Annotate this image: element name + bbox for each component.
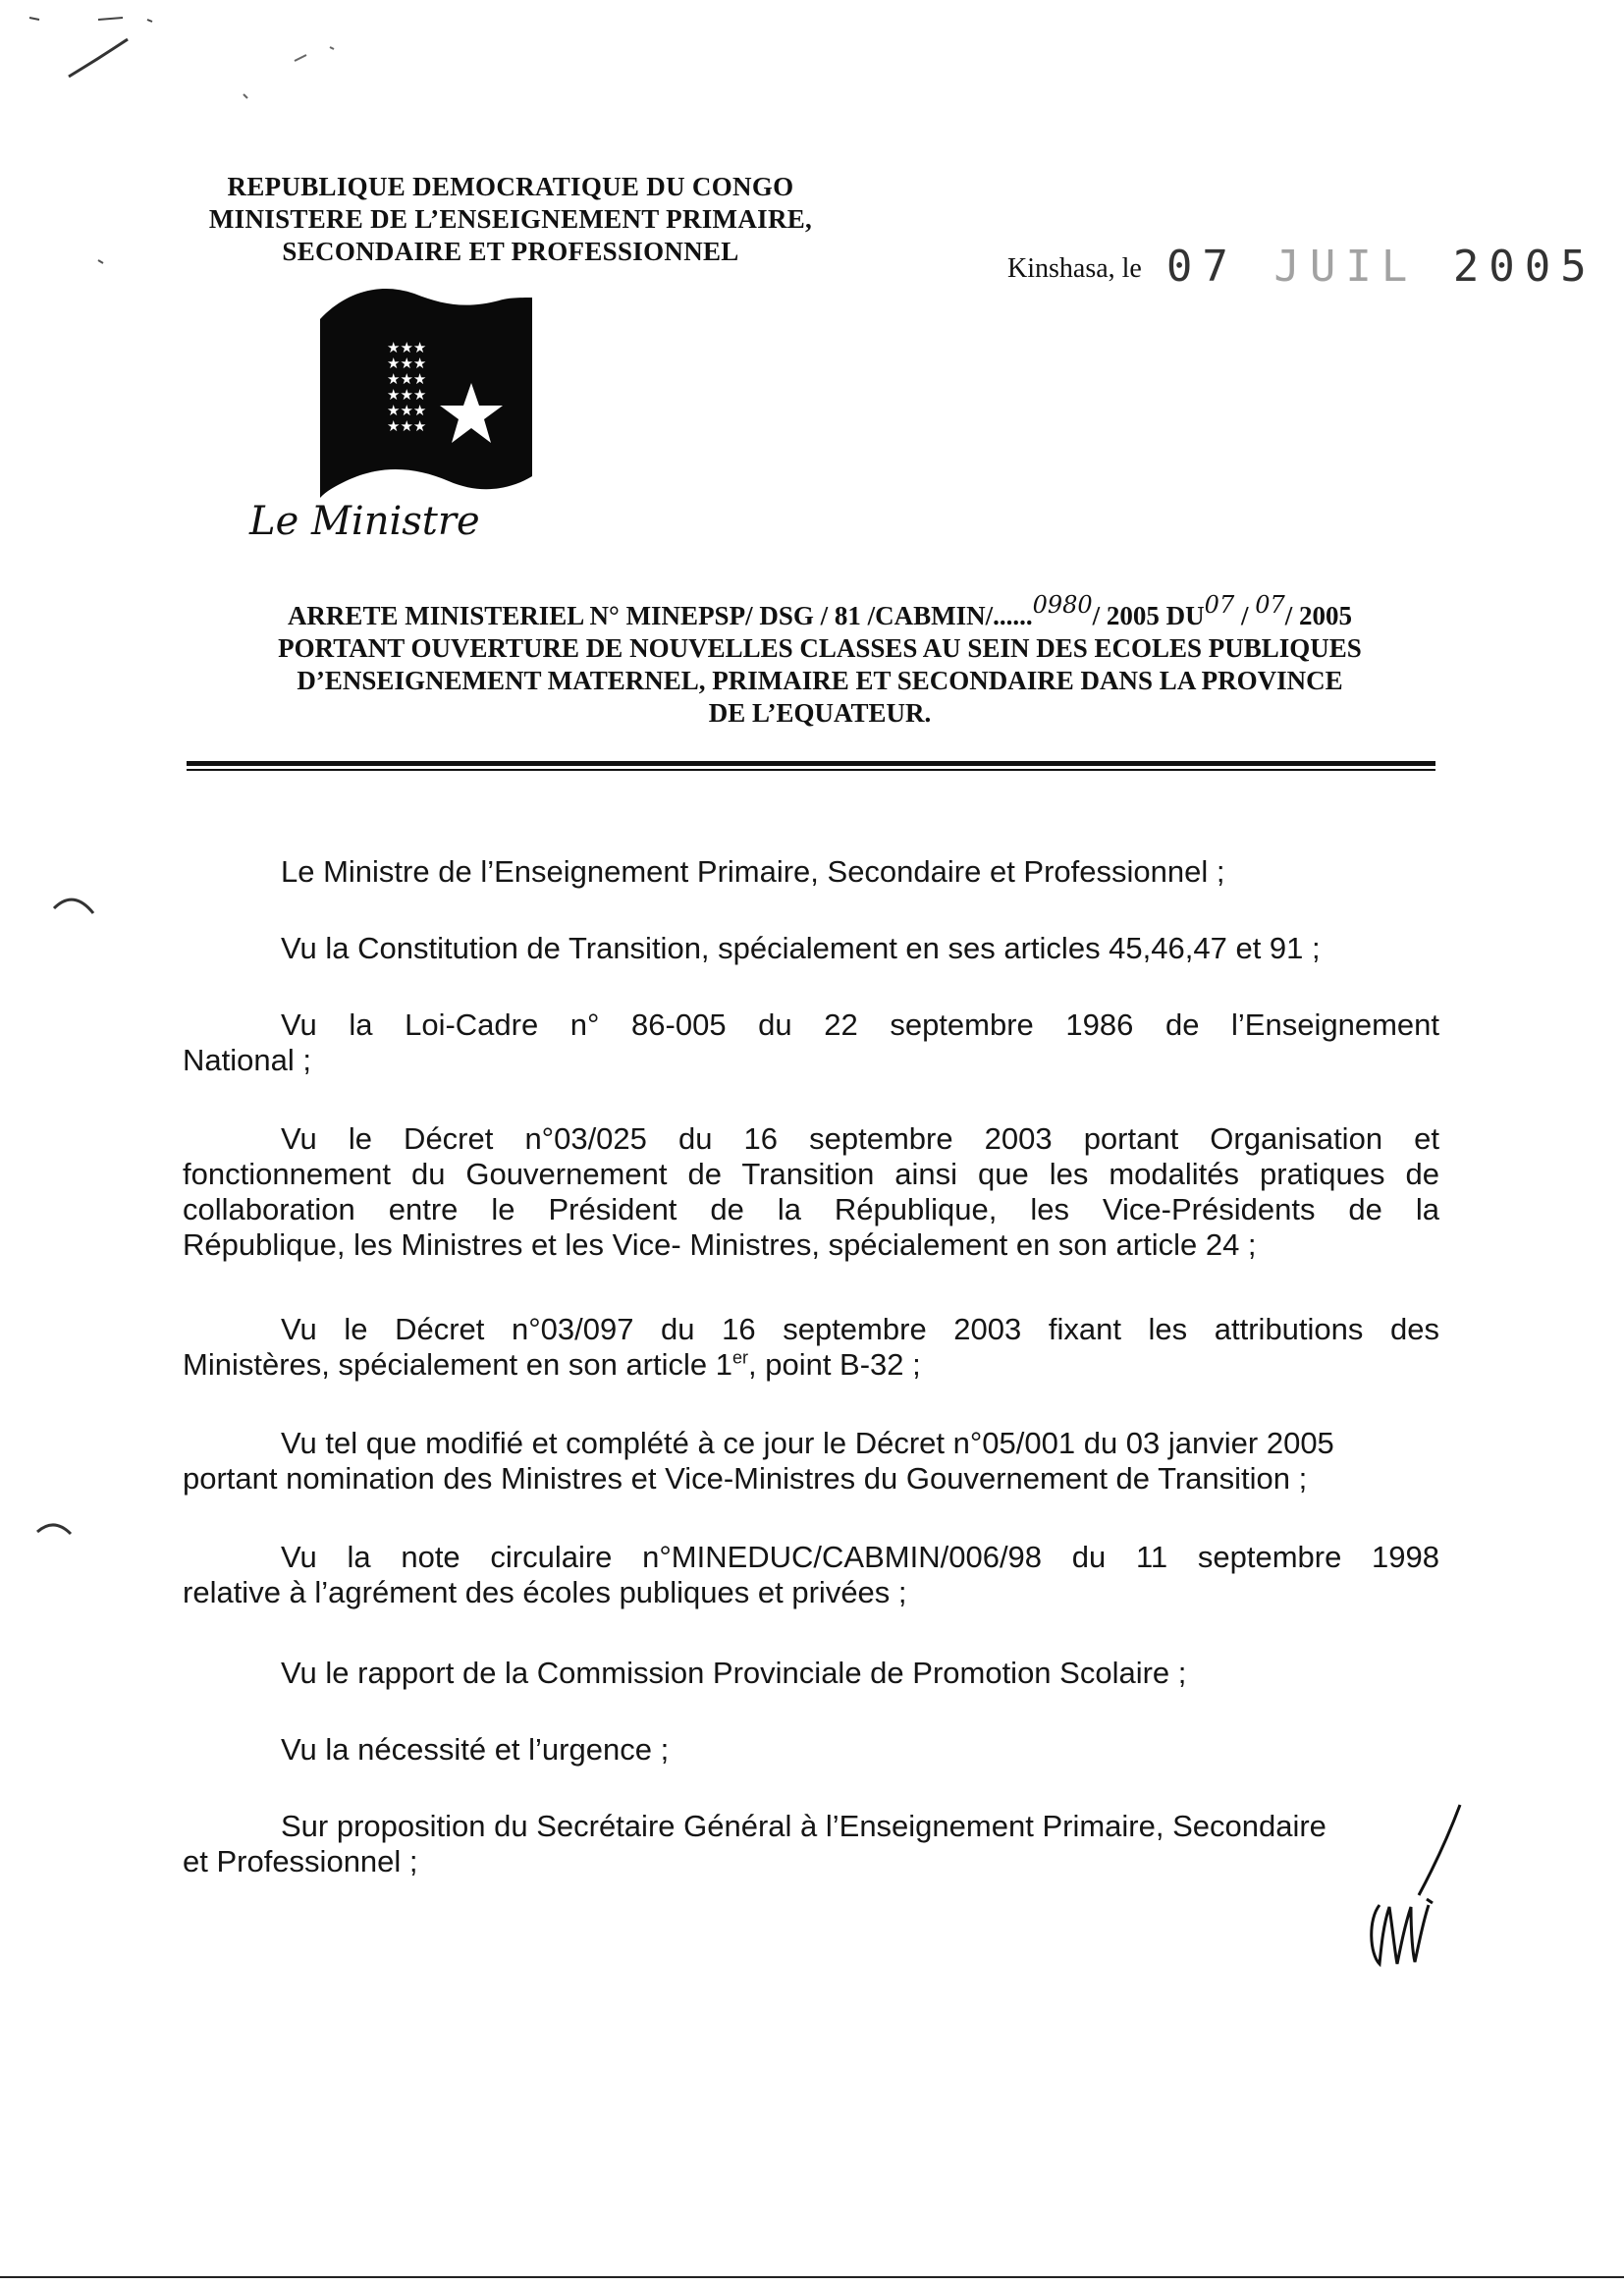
letterhead — [157, 171, 864, 268]
paragraph-loi-cadre — [183, 1007, 1439, 1078]
paragraph-decret-03-025 — [183, 1121, 1439, 1263]
decree-ref-dots: ...... — [993, 601, 1033, 630]
loi-cadre-line-1: Vu la Loi-Cadre n° 86-005 du 22 septembre 1986 de l’Enseignement — [281, 1007, 1439, 1042]
decret-025-line-3: collaboration entre le Président de la République, les Vice-Présidents de la — [183, 1192, 1439, 1226]
note-circulaire-line-2: relative à l’agrément des écoles publiques et privées ; — [183, 1575, 907, 1609]
decree-title — [187, 589, 1453, 730]
date-stamp-day: 07 — [1165, 242, 1238, 292]
decret-097-line-1: Vu le Décret n°03/097 du 16 septembre 2003 fixant les attributions des — [281, 1312, 1439, 1346]
decree-ref-sep: / — [1234, 601, 1256, 630]
rapport-text: Vu le rapport de la Commission Provinciale de Promotion Scolaire ; — [281, 1656, 1187, 1690]
title-divider-thick — [187, 761, 1435, 766]
flag-emblem-icon — [306, 280, 542, 501]
proposition-line-2: et Professionnel ; — [183, 1844, 418, 1878]
dateline — [1007, 242, 1597, 292]
dateline-place: Kinshasa, le — [1007, 253, 1142, 284]
handwritten-initials-icon — [1350, 1797, 1468, 1984]
paragraph-decret-05-001 — [183, 1426, 1439, 1497]
proposition-line-1: Sur proposition du Secrétaire Général à l’Enseignement Primaire, Secondaire — [281, 1809, 1326, 1843]
decret-001-line-1: Vu tel que modifié et complété à ce jour le Décret n°05/001 du 03 janvier 2005 — [281, 1426, 1334, 1460]
decret-097-line-2-text: Ministères, spécialement en son article 1 — [183, 1347, 732, 1382]
handwritten-month: 07 — [1255, 591, 1285, 619]
paragraph-proposition — [183, 1809, 1422, 1879]
paragraph-constitution — [183, 931, 1439, 966]
constitution-text: Vu la Constitution de Transition, spécialement en ses articles 45,46,47 et 91 ; — [281, 931, 1321, 965]
decret-025-line-2: fonctionnement du Gouvernement de Transition ainsi que les modalités pratiques de — [183, 1157, 1439, 1191]
decree-ref-suffix: / 2005 — [1284, 601, 1353, 630]
svg-text:★★★: ★★★ — [387, 370, 427, 388]
decree-subject-line-2: D’ENSEIGNEMENT MATERNEL, PRIMAIRE ET SECONDAIRE DANS LA PROVINCE — [297, 666, 1343, 695]
title-divider-thin — [187, 769, 1435, 771]
svg-text:★★★: ★★★ — [387, 386, 427, 404]
handwritten-day: 07 — [1204, 591, 1235, 619]
letterhead-ministry-cont: SECONDAIRE ET PROFESSIONNEL — [282, 237, 739, 266]
footer-rule — [0, 2276, 1624, 2278]
decret-025-line-1: Vu le Décret n°03/025 du 16 septembre 2003 portant Organisation et — [281, 1121, 1439, 1156]
note-circulaire-line-1: Vu la note circulaire n°MINEDUC/CABMIN/006/98 du 11 septembre 1998 — [281, 1540, 1439, 1574]
paragraph-rapport — [183, 1656, 1439, 1691]
date-stamp — [1166, 242, 1597, 292]
paragraph-preamble — [183, 854, 1439, 890]
letterhead-country: REPUBLIQUE DEMOCRATIQUE DU CONGO — [227, 172, 794, 201]
preamble-text: Le Ministre de l’Enseignement Primaire, Secondaire et Professionnel ; — [281, 854, 1225, 889]
decree-subject-line-3: DE L’EQUATEUR. — [708, 698, 932, 728]
decree-ref-mid: / 2005 DU — [1092, 601, 1205, 630]
svg-text:★★★: ★★★ — [387, 402, 427, 419]
loi-cadre-line-2: National ; — [183, 1043, 311, 1077]
urgence-text: Vu la nécessité et l’urgence ; — [281, 1732, 670, 1767]
decree-subject-line-1: PORTANT OUVERTURE DE NOUVELLES CLASSES AU SEIN DES ECOLES PUBLIQUES — [278, 633, 1362, 663]
signatory-title: Le Ministre — [249, 499, 480, 544]
paragraph-note-circulaire — [183, 1540, 1439, 1610]
decret-025-line-4: République, les Ministres et les Vice- Ministres, spécialement en son article 24 ; — [183, 1227, 1257, 1262]
decret-097-line-2-end: , point B-32 ; — [748, 1347, 921, 1382]
svg-text:★★★: ★★★ — [387, 339, 427, 356]
date-stamp-month: JUIL — [1273, 242, 1418, 292]
decret-001-line-2: portant nomination des Ministres et Vice-Ministres du Gouvernement de Transition ; — [183, 1461, 1308, 1496]
decree-ref-prefix: ARRETE MINISTERIEL N° MINEPSP/ DSG / 81 /CABMIN/ — [287, 601, 994, 630]
svg-text:★★★: ★★★ — [387, 417, 427, 435]
letterhead-ministry: MINISTERE DE L’ENSEIGNEMENT PRIMAIRE, — [208, 204, 813, 234]
decret-097-line-2 — [183, 1347, 1439, 1383]
svg-text:★★★: ★★★ — [387, 354, 427, 372]
decree-reference — [187, 589, 1453, 632]
paragraph-decret-03-097 — [183, 1312, 1439, 1383]
date-stamp-year: 2005 — [1452, 242, 1597, 292]
paragraph-urgence — [183, 1732, 1439, 1768]
ordinal-superscript: er — [731, 1347, 748, 1368]
handwritten-number: 0980 — [1032, 591, 1093, 619]
